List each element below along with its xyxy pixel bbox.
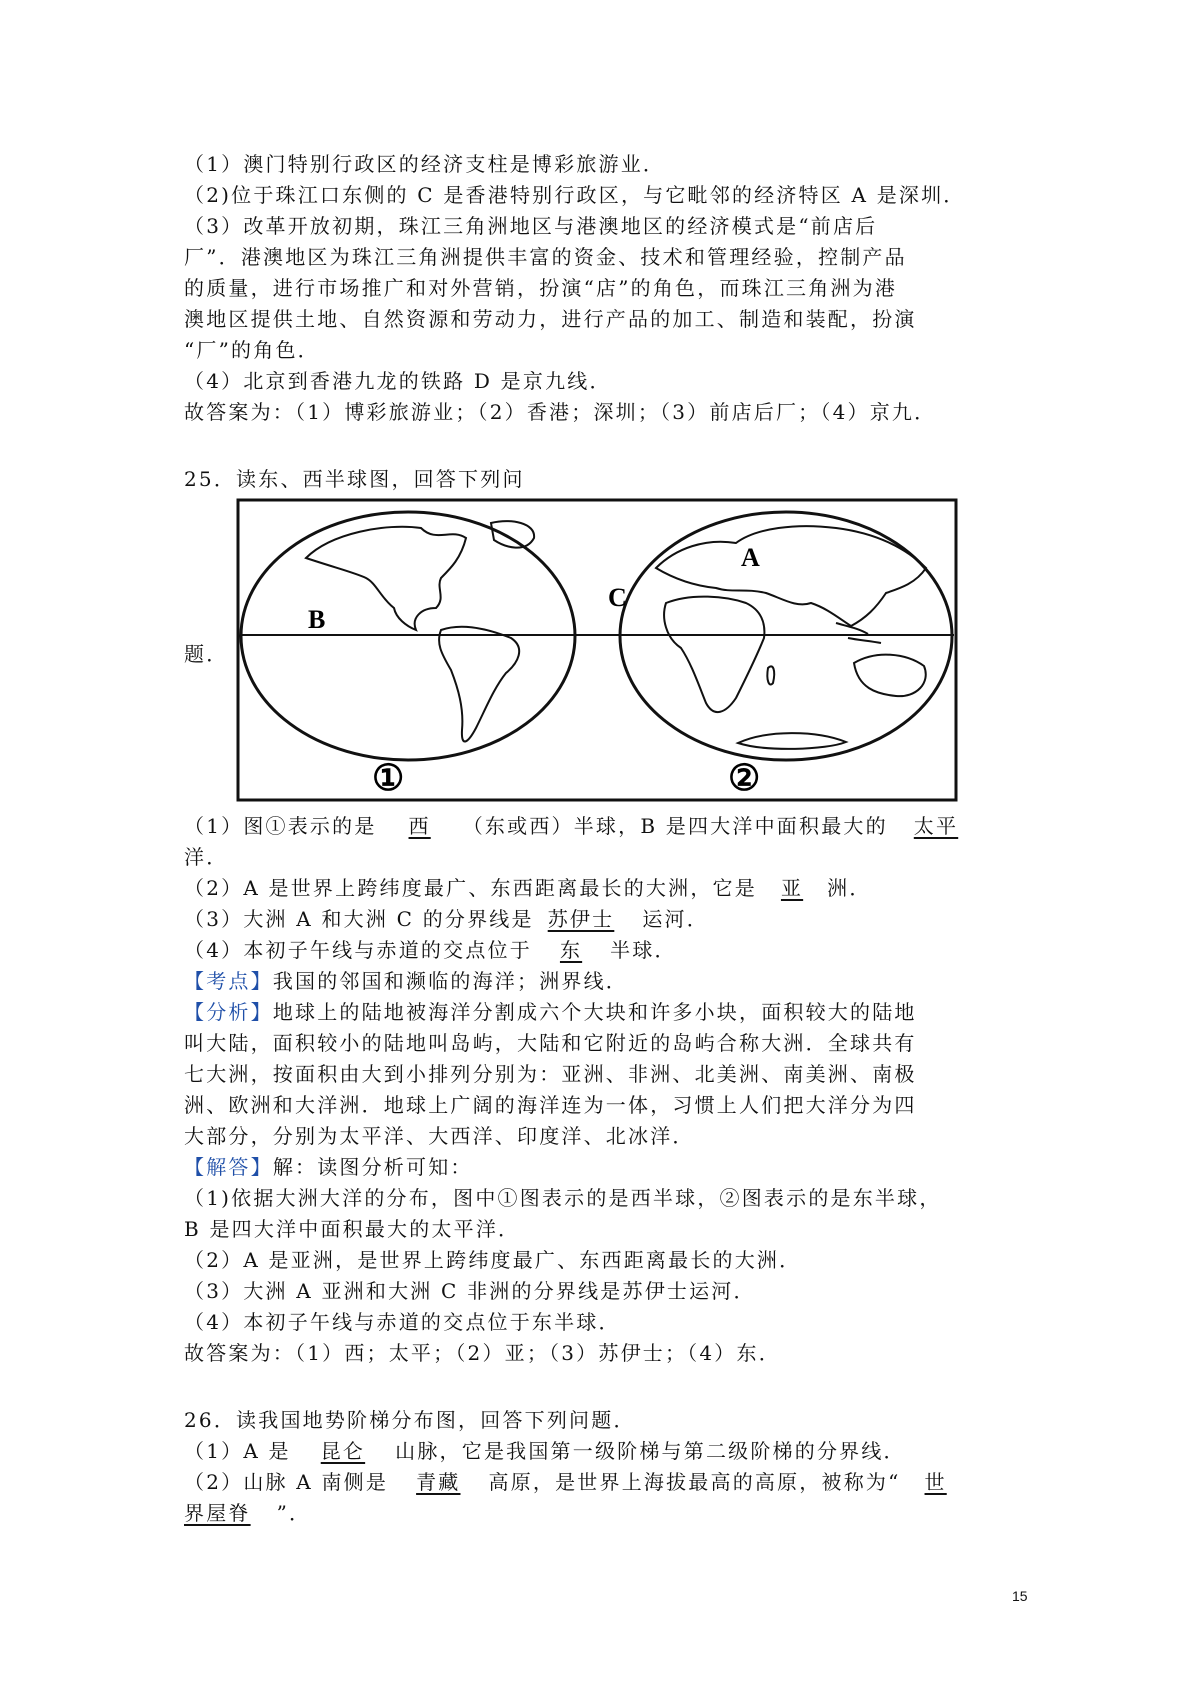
solution-line-3: （2）A 是亚洲，是世界上跨纬度最广、东西距离最长的大洲． bbox=[184, 1248, 802, 1272]
kaodian-line bbox=[184, 967, 628, 995]
circled-number-1: ① bbox=[372, 758, 405, 798]
page-number: 15 bbox=[1012, 1588, 1028, 1604]
kaodian-tag: 【考点】 bbox=[184, 969, 273, 993]
jieda-text: 解：读图分析可知： bbox=[272, 1155, 473, 1179]
q25-sub-1-answer-pacific: 太平 bbox=[913, 814, 959, 838]
q26-sub-1-answer-kunlun: 昆仑 bbox=[320, 1439, 366, 1463]
q25-sub-1-prefix: （1）图①表示的是 bbox=[184, 814, 377, 838]
q25-sub-2 bbox=[184, 874, 872, 902]
final-answer-24: 故答案为：（1）博彩旅游业；（2）香港；深圳；（3）前店后厂；（4）京九． bbox=[184, 400, 937, 424]
q25-sub-2-suffix: 洲． bbox=[827, 876, 872, 900]
question-25-title-end: 题． bbox=[184, 642, 229, 666]
q26-sub-2-answer-wujiji: 界屋脊 bbox=[184, 1501, 251, 1525]
q25-sub-3-prefix: （3）大洲 A 和大洲 C 的分界线是 bbox=[184, 907, 534, 931]
q26-sub-2-mid: 高原，是世界上海拔最高的高原，被称为“ bbox=[488, 1470, 901, 1494]
fenxi-tag: 【分析】 bbox=[184, 1000, 273, 1024]
q26-sub-2 bbox=[184, 1468, 947, 1496]
fenxi-line-3: 七大洲，按面积由大到小排列分别为：亚洲、非洲、北美洲、南美洲、南极 bbox=[184, 1062, 917, 1086]
q25-sub-3 bbox=[184, 905, 709, 933]
q26-sub-2-close: ”． bbox=[276, 1501, 312, 1525]
q25-sub-1 bbox=[184, 812, 958, 840]
q26-sub-2-prefix: （2）山脉 A 南侧是 bbox=[184, 1470, 389, 1494]
q25-sub-1-mid: （东或西）半球，B 是四大洋中面积最大的 bbox=[462, 814, 888, 838]
q25-sub-1-end: 洋． bbox=[184, 845, 229, 869]
hemisphere-map-figure bbox=[236, 498, 958, 802]
q26-sub-2-end bbox=[184, 1499, 311, 1527]
solution-line-4: （3）大洲 A 亚洲和大洲 C 非洲的分界线是苏伊士运河． bbox=[184, 1279, 756, 1303]
solution-line-2: B 是四大洋中面积最大的太平洋． bbox=[184, 1217, 521, 1241]
hemisphere-map bbox=[236, 498, 958, 802]
q26-sub-2-answer-shi: 世 bbox=[924, 1470, 947, 1494]
fenxi-text-1: 地球上的陆地被海洋分割成六个大块和许多小块，面积较大的陆地 bbox=[272, 1000, 917, 1024]
final-answer-25: 故答案为：（1）西；太平；（2）亚；（3）苏伊士；（4）东． bbox=[184, 1341, 781, 1365]
answer-line-1: （1）澳门特别行政区的经济支柱是博彩旅游业． bbox=[184, 152, 666, 176]
label-b: B bbox=[308, 605, 326, 634]
fenxi-line-5: 大部分，分别为太平洋、大西洋、印度洋、北冰洋． bbox=[184, 1124, 695, 1148]
q25-sub-4-prefix: （4）本初子午线与赤道的交点位于 bbox=[184, 938, 532, 962]
q25-sub-2-prefix: （2）A 是世界上跨纬度最广、东西距离最长的大洲，它是 bbox=[184, 876, 757, 900]
answer-line-3: （3）改革开放初期，珠江三角洲地区与港澳地区的经济模式是“前店后 bbox=[184, 214, 878, 238]
answer-line-6: 澳地区提供土地、自然资源和劳动力，进行产品的加工、制造和装配，扮演 bbox=[184, 307, 917, 331]
solution-line-5: （4）本初子午线与赤道的交点位于东半球． bbox=[184, 1310, 621, 1334]
kaodian-text: 我国的邻国和濒临的海洋；洲界线． bbox=[272, 969, 629, 993]
jieda-tag: 【解答】 bbox=[184, 1155, 273, 1179]
q26-sub-1-prefix: （1）A 是 bbox=[184, 1439, 291, 1463]
answer-line-5: 的质量，进行市场推广和对外营销，扮演“店”的角色，而珠江三角洲为港 bbox=[184, 276, 898, 300]
answer-line-7: “厂”的角色． bbox=[184, 338, 320, 362]
fenxi-line-4: 洲、欧洲和大洋洲．地球上广阔的海洋连为一体，习惯上人们把大洋分为四 bbox=[184, 1093, 917, 1117]
q26-sub-1 bbox=[184, 1437, 906, 1465]
fenxi-line-1 bbox=[184, 998, 917, 1026]
q25-sub-2-answer-asia: 亚 bbox=[780, 876, 804, 900]
solution-line-1: （1)依据大洲大洋的分布，图中①图表示的是西半球，②图表示的是东半球， bbox=[184, 1186, 942, 1210]
q25-sub-4-suffix: 半球． bbox=[610, 938, 677, 962]
jieda-line bbox=[184, 1153, 473, 1181]
answer-line-4: 厂”．港澳地区为珠江三角洲提供丰富的资金、技术和管理经验，控制产品 bbox=[184, 245, 907, 269]
q25-sub-3-answer-suez: 苏伊士 bbox=[547, 907, 615, 931]
q25-sub-1-answer-west: 西 bbox=[408, 814, 431, 838]
label-c: C bbox=[608, 583, 627, 612]
fenxi-line-2: 叫大陆，面积较小的陆地叫岛屿，大陆和它附近的岛屿合称大洲．全球共有 bbox=[184, 1031, 917, 1055]
q26-sub-1-suffix: 山脉，它是我国第一级阶梯与第二级阶梯的分界线． bbox=[395, 1439, 906, 1463]
circled-number-2: ② bbox=[728, 758, 761, 798]
question-26-title: 26．读我国地势阶梯分布图，回答下列问题． bbox=[184, 1408, 636, 1432]
answer-line-8: （4）北京到香港九龙的铁路 D 是京九线． bbox=[184, 369, 612, 393]
answer-line-2: （2)位于珠江口东侧的 C 是香港特别行政区，与它毗邻的经济特区 A 是深圳． bbox=[184, 183, 966, 207]
q25-sub-4 bbox=[184, 936, 677, 964]
q25-sub-3-suffix: 运河． bbox=[642, 907, 709, 931]
label-a: A bbox=[741, 543, 760, 572]
question-25-title: 25．读东、西半球图，回答下列问 bbox=[184, 467, 525, 491]
q25-sub-4-answer-east: 东 bbox=[559, 938, 583, 962]
q26-sub-2-answer-qingzang: 青藏 bbox=[416, 1470, 461, 1494]
